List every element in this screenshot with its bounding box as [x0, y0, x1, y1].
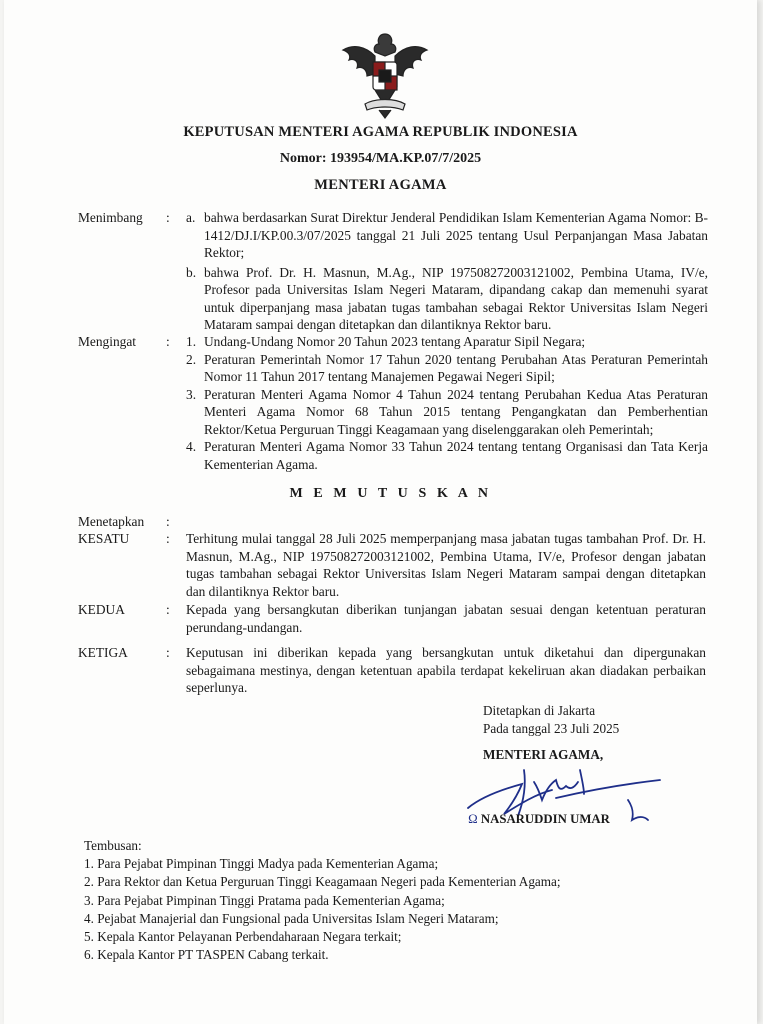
list-item: 3. Para Pejabat Pimpinan Tinggi Pratama pada Kementerian Agama;	[84, 892, 445, 908]
list-item: b. bahwa Prof. Dr. H. Masnun, M.Ag., NIP 197508272003121002, Pembina Utama, IV/e, Profesor pada Universitas Islam Negeri Mataram, dipandang cakap dan memenuhi syarat untuk diperpanjang masa jabatan tugas tambahan sebagai Rektor Universitas Islam Negeri Mataram sampai dengan ditetapkan dan dilantiknya Rektor baru.	[186, 264, 708, 332]
tembusan-section	[84, 837, 561, 964]
document-page	[4, 0, 757, 1024]
menimbang-list	[186, 209, 708, 334]
ketiga-colon: :	[166, 645, 170, 660]
list-item: 5. Kepala Kantor Pelayanan Perbendaharaan Negara terkait;	[84, 929, 402, 945]
list-item: 1. Undang-Undang Nomor 20 Tahun 2023 tentang Aparatur Sipil Negara;	[186, 334, 586, 349]
signatory-title: MENTERI AGAMA,	[483, 747, 604, 762]
garuda-emblem-icon	[335, 26, 435, 122]
kedua-text: Kepada yang bersangkutan diberikan tunjangan jabatan sesuai dengan ketentuan peraturan perundang-undangan.	[186, 602, 706, 635]
signatory-name: Ω NASARUDDIN UMAR	[468, 812, 610, 826]
list-item: 4. Peraturan Menteri Agama Nomor 33 Tahun 2024 tentang tentang Organisasi dan Tata Kerja Kementerian Agama.	[186, 439, 708, 472]
signing-date: Pada tanggal 23 Juli 2025	[483, 721, 620, 736]
menetapkan-colon: :	[166, 514, 170, 529]
menimbang-colon: :	[166, 210, 170, 225]
mengingat-colon: :	[166, 334, 170, 349]
signatory-initial-mark-icon: Ω	[468, 812, 478, 826]
list-item: 6. Kepala Kantor PT TASPEN Cabang terkait.	[84, 947, 329, 963]
mengingat-label: Mengingat	[78, 334, 137, 349]
kedua-colon: :	[166, 602, 170, 617]
tembusan-title: Tembusan:	[84, 838, 142, 853]
list-item: 1. Para Pejabat Pimpinan Tinggi Madya pada Kementerian Agama;	[84, 856, 439, 872]
menetapkan-label: Menetapkan	[78, 514, 145, 529]
kesatu-colon: :	[166, 531, 170, 546]
decree-title: KEPUTUSAN MENTERI AGAMA REPUBLIK INDONESIA	[183, 124, 578, 140]
list-item: 4. Pejabat Manajerial dan Fungsional pada Universitas Islam Negeri Mataram;	[84, 910, 499, 926]
kedua-label: KEDUA	[78, 602, 125, 617]
memutuskan-heading: M E M U T U S K A N	[289, 486, 492, 501]
kesatu-label: KESATU	[78, 531, 130, 546]
issuer-heading: MENTERI AGAMA	[314, 177, 447, 193]
list-item: 2. Para Rektor dan Ketua Perguruan Tinggi Keagamaan Negeri pada Kementerian Agama;	[84, 874, 561, 890]
list-item: 2. Peraturan Pemerintah Nomor 17 Tahun 2020 tentang Perubahan Atas Peraturan Pemerintah Nomor 11 Tahun 2017 tentang Manajemen Pegawai Negeri Sipil;	[186, 351, 708, 384]
decree-number: Nomor: 193954/MA.KP.07/7/2025	[279, 151, 482, 166]
signing-place: Ditetapkan di Jakarta	[483, 703, 596, 718]
list-item: a. bahwa berdasarkan Surat Direktur Jenderal Pendidikan Islam Kementerian Agama Nomor: B-1412/DJ.I/KP.00.3/07/2025 tanggal 21 Juli 2025 tentang Usul Perpanjangan Masa Jabatan Rektor;	[186, 210, 708, 260]
list-item: 3. Peraturan Menteri Agama Nomor 4 Tahun 2024 tentang Perubahan Kedua Atas Peraturan Menteri Agama Nomor 68 Tahun 2015 tentang Pengangkatan dan Pemberhentian Rektor/Ketua Perguruan Tinggi Keagamaan yang diselenggarakan oleh Pemerintah;	[186, 386, 708, 437]
ketiga-text: Keputusan ini diberikan kepada yang bersangkutan untuk diketahui dan dipergunakan sebagaimana mestinya, dengan ketentuan apabila terdapat kekeliruan akan diadakan perbaikan seperlunya.	[186, 645, 706, 695]
ketiga-label: KETIGA	[78, 645, 128, 660]
mengingat-list	[186, 333, 708, 473]
menimbang-label: Menimbang	[78, 210, 143, 225]
kesatu-text: Terhitung mulai tanggal 28 Juli 2025 memperpanjang masa jabatan tugas tambahan Prof. Dr. H. Masnun, M.Ag., NIP 197508272003121002, Pembina Utama, IV/e, Profesor dengan jabatan tugas tambahan sebagai Rektor Universitas Islam Negeri Mataram sampai dengan ditetapkan dan dilantiknya Rektor baru.	[186, 531, 706, 599]
